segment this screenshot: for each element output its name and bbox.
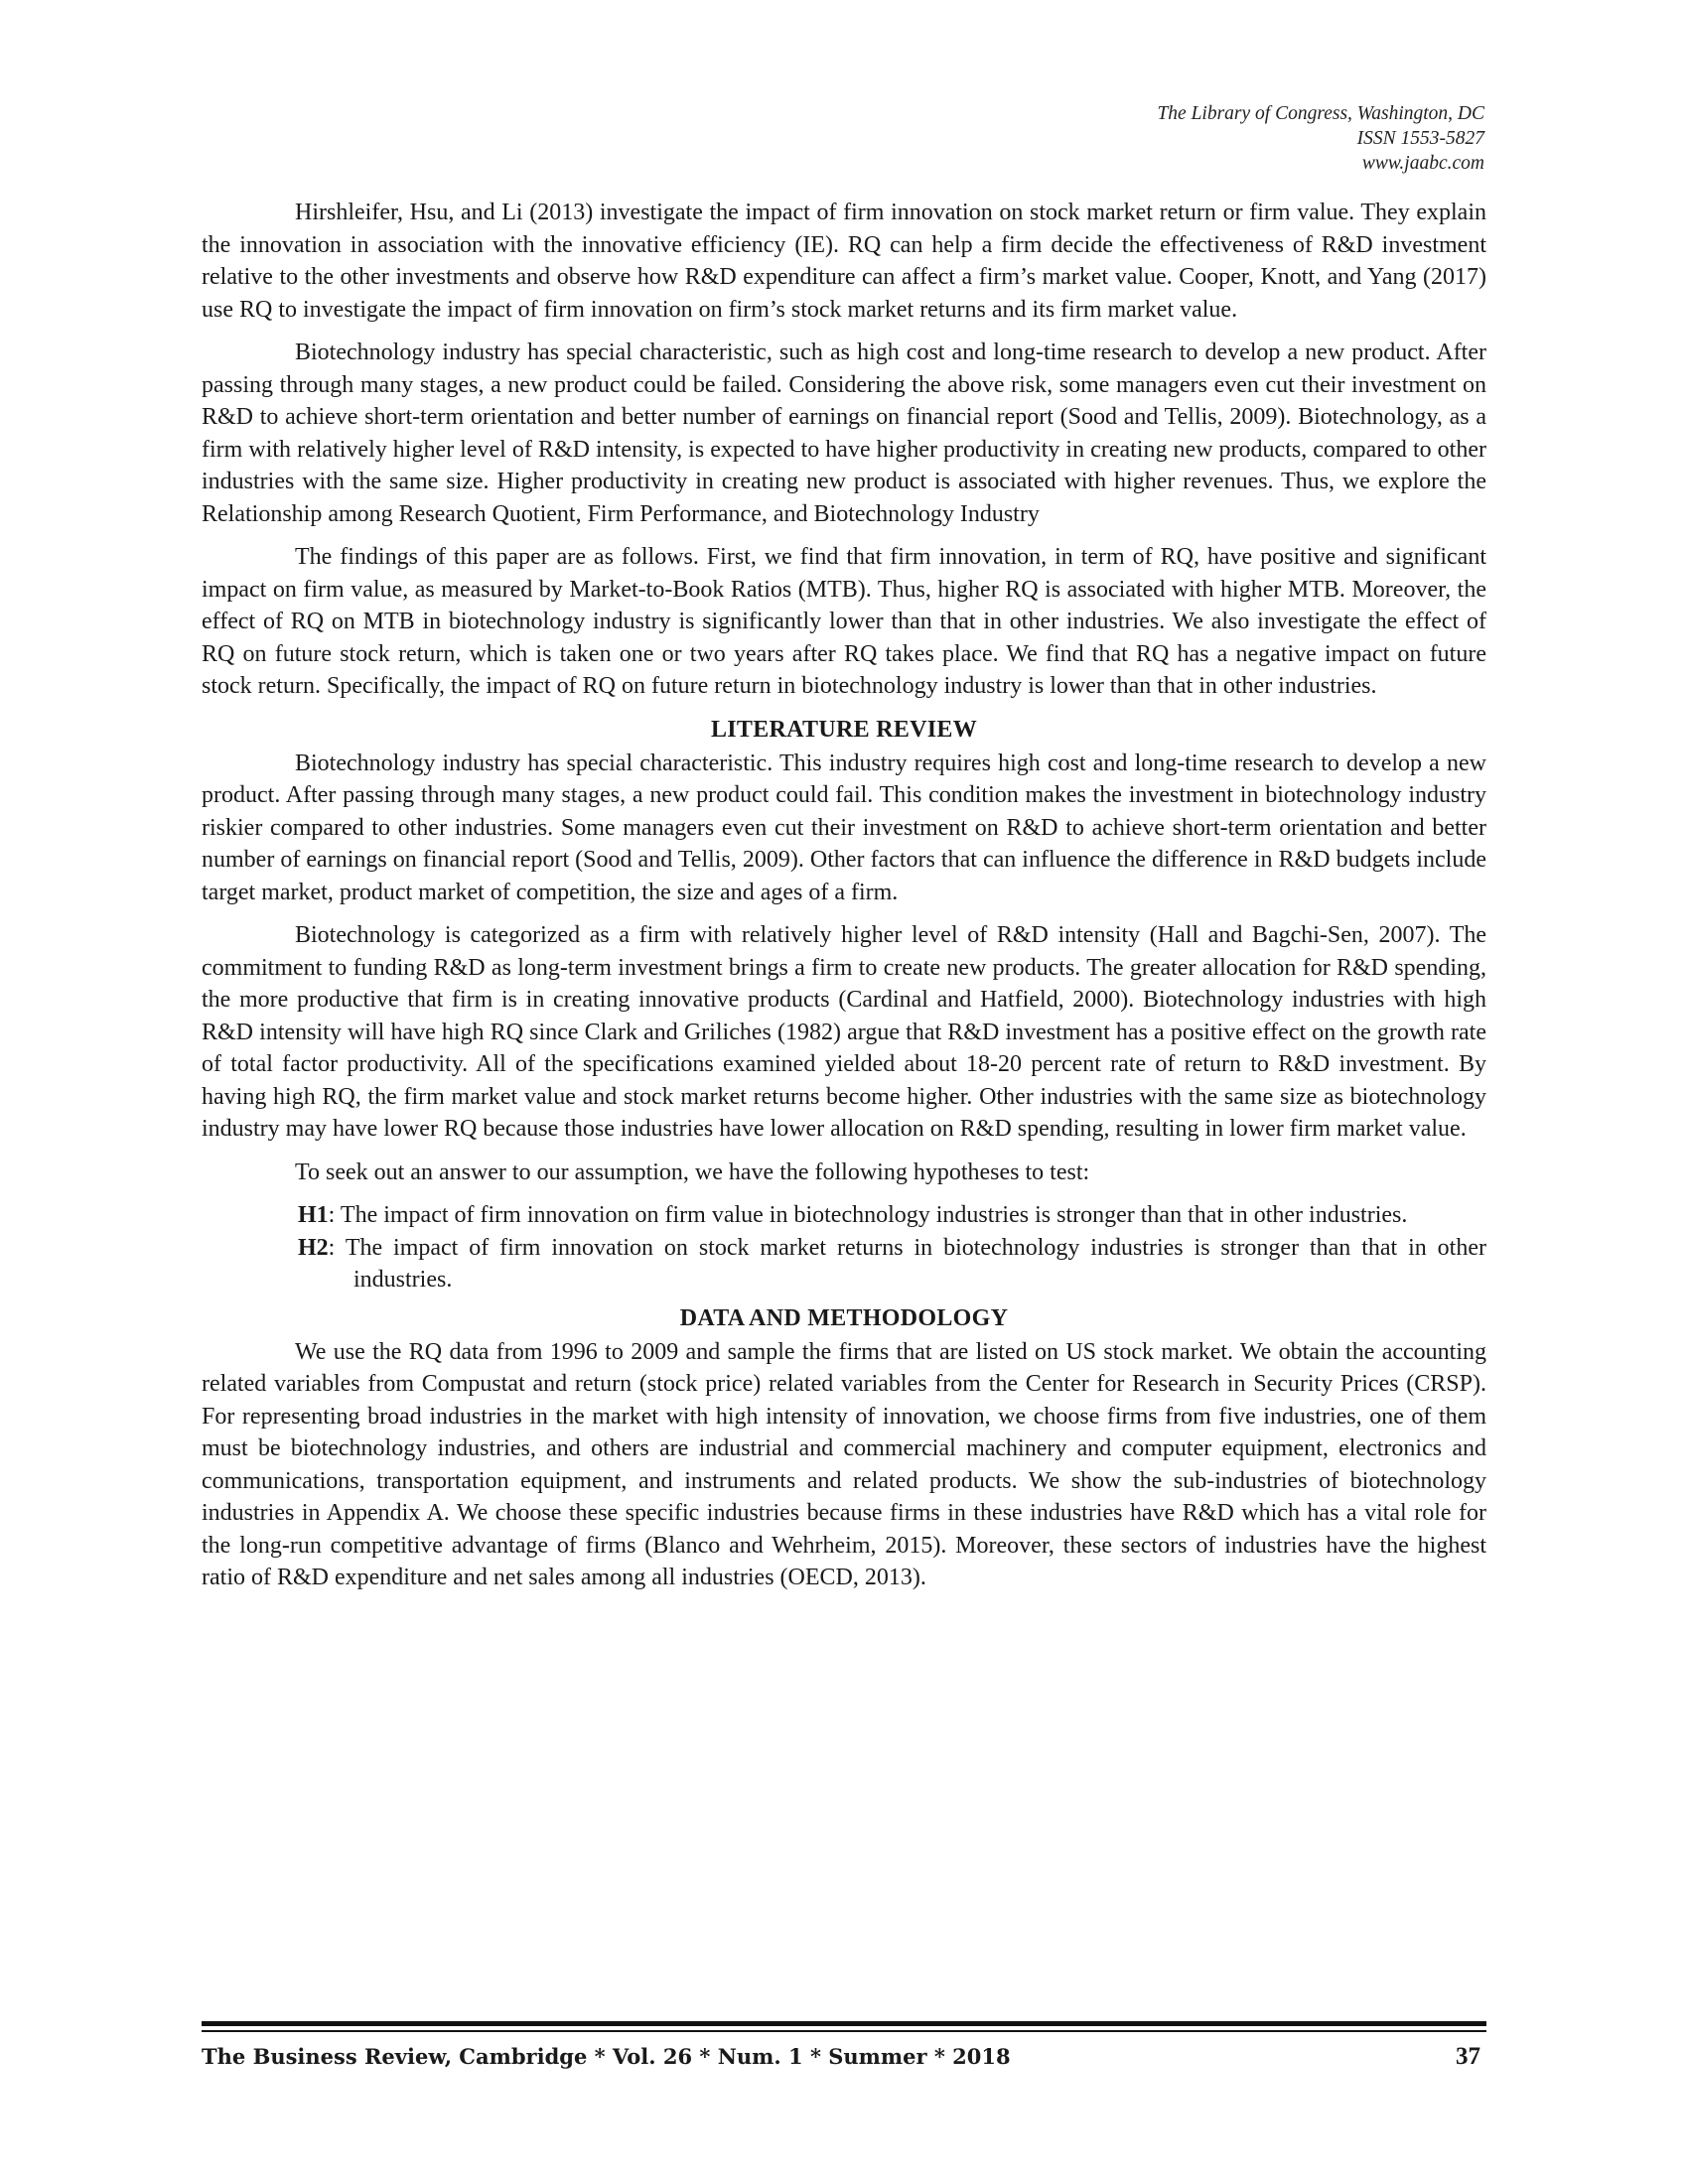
hypothesis-h2 bbox=[202, 1232, 1486, 1297]
header-website: www.jaabc.com bbox=[1361, 153, 1484, 174]
running-footer bbox=[202, 2043, 1486, 2071]
hypothesis-h1 bbox=[202, 1199, 1486, 1232]
footer-rule-thick bbox=[202, 2021, 1486, 2026]
article-body bbox=[202, 197, 1486, 1605]
running-header bbox=[1157, 101, 1484, 176]
page-number: 37 bbox=[1456, 2043, 1480, 2070]
footer-rule-thin bbox=[202, 2030, 1486, 2032]
footer-journal-citation: The Business Review, Cambridge * Vol. 26 * Num. 1 * Summer * 2018 bbox=[202, 2044, 1011, 2069]
body-paragraph: We use the RQ data from 1996 to 2009 and sample the firms that are listed on US stock market. We obtain the accounting related variables from Compustat and return (stock price) related variables from the Center for Research in Security Prices (CRSP). For representing broad industries in the market with high intensity of innovation, we choose firms from five industries, one of them must be biotechnology industries, and others are industrial and commercial machinery and computer equipment, electronics and communications, transportation equipment, and instruments and related products. We show the sub-industries of biotechnology industries in Appendix A. We choose these specific industries because firms in these industries have R&D which has a vital role for the long-run competitive advantage of firms (Blanco and Wehrheim, 2015). Moreover, these sectors of industries have the highest ratio of R&D expenditure and net sales among all industries (OECD, 2013). bbox=[202, 1338, 1486, 1590]
body-paragraph: Hirshleifer, Hsu, and Li (2013) investigate the impact of firm innovation on stock market return or firm value. They explain the innovation in association with the innovative efficiency (IE). RQ can help a firm decide the effectiveness of R&D investment relative to the other investments and observe how R&D expenditure can affect a firm’s market value. Cooper, Knott, and Yang (2017) use RQ to investigate the impact of firm innovation on firm’s stock market returns and its firm market value. bbox=[202, 200, 1486, 323]
hypothesis-text: : The impact of firm innovation on firm value in biotechnology industries is stronger than that in other industries. bbox=[328, 1202, 1408, 1228]
header-issn: ISSN 1553-5827 bbox=[1356, 128, 1484, 149]
body-paragraph: To seek out an answer to our assumption, we have the following hypotheses to test: bbox=[295, 1159, 1090, 1185]
body-paragraph: The findings of this paper are as follows. First, we find that firm innovation, in term of RQ, have positive and significant impact on firm value, as measured by Market-to-Book Ratios (MTB). Thus, higher RQ is associated with higher MTB. Moreover, the effect of RQ on MTB in biotechnology industry is significantly lower than that in other industries. We also investigate the effect of RQ on future stock return, which is taken one or two years after RQ takes place. We find that RQ has a negative impact on future stock return. Specifically, the impact of RQ on future return in biotechnology industry is lower than that in other industries. bbox=[202, 544, 1486, 699]
body-paragraph: Biotechnology industry has special characteristic, such as high cost and long-time research to develop a new product. After passing through many stages, a new product could be failed. Considering the above risk, some managers even cut their investment on R&D to achieve short-term orientation and better number of earnings on financial report (Sood and Tellis, 2009). Biotechnology, as a firm with relatively higher level of R&D intensity, is expected to have higher productivity in creating new products, compared to other industries with the same size. Higher productivity in creating new product is associated with higher revenues. Thus, we explore the Relationship among Research Quotient, Firm Performance, and Biotechnology Industry bbox=[202, 340, 1486, 527]
body-paragraph: Biotechnology industry has special characteristic. This industry requires high cost and long-time research to develop a new product. After passing through many stages, a new product could fail. This condition makes the investment in biotechnology industry riskier compared to other industries. Some managers even cut their investment on R&D to achieve short-term orientation and better number of earnings on financial report (Sood and Tellis, 2009). Other factors that can influence the difference in R&D budgets include target market, product market of competition, the size and ages of a firm. bbox=[202, 750, 1486, 905]
hypothesis-text: : The impact of firm innovation on stock market returns in biotechnology industries is stronger than that in other industries. bbox=[328, 1234, 1486, 1293]
section-heading-literature-review: LITERATURE REVIEW bbox=[710, 716, 978, 743]
header-publisher: The Library of Congress, Washington, DC bbox=[1157, 103, 1484, 124]
body-paragraph: Biotechnology is categorized as a firm with relatively higher level of R&D intensity (Hall and Bagchi-Sen, 2007). The commitment to funding R&D as long-term investment brings a firm to create new products. The greater allocation for R&D spending, the more productive that firm is in creating innovative products (Cardinal and Hatfield, 2000). Biotechnology industries with high R&D intensity will have high RQ since Clark and Griliches (1982) argue that R&D investment has a positive effect on the growth rate of total factor productivity. All of the specifications examined yielded about 18-20 percent rate of return to R&D investment. By having high RQ, the firm market value and stock market returns become higher. Other industries with the same size as biotechnology industry may have lower RQ because those industries have lower allocation on R&D spending, resulting in lower firm market value. bbox=[202, 922, 1486, 1142]
hypothesis-label: H2 bbox=[298, 1234, 329, 1261]
section-heading-data-and-methodology: DATA AND METHODOLOGY bbox=[679, 1304, 1009, 1331]
hypothesis-label: H1 bbox=[298, 1202, 329, 1228]
